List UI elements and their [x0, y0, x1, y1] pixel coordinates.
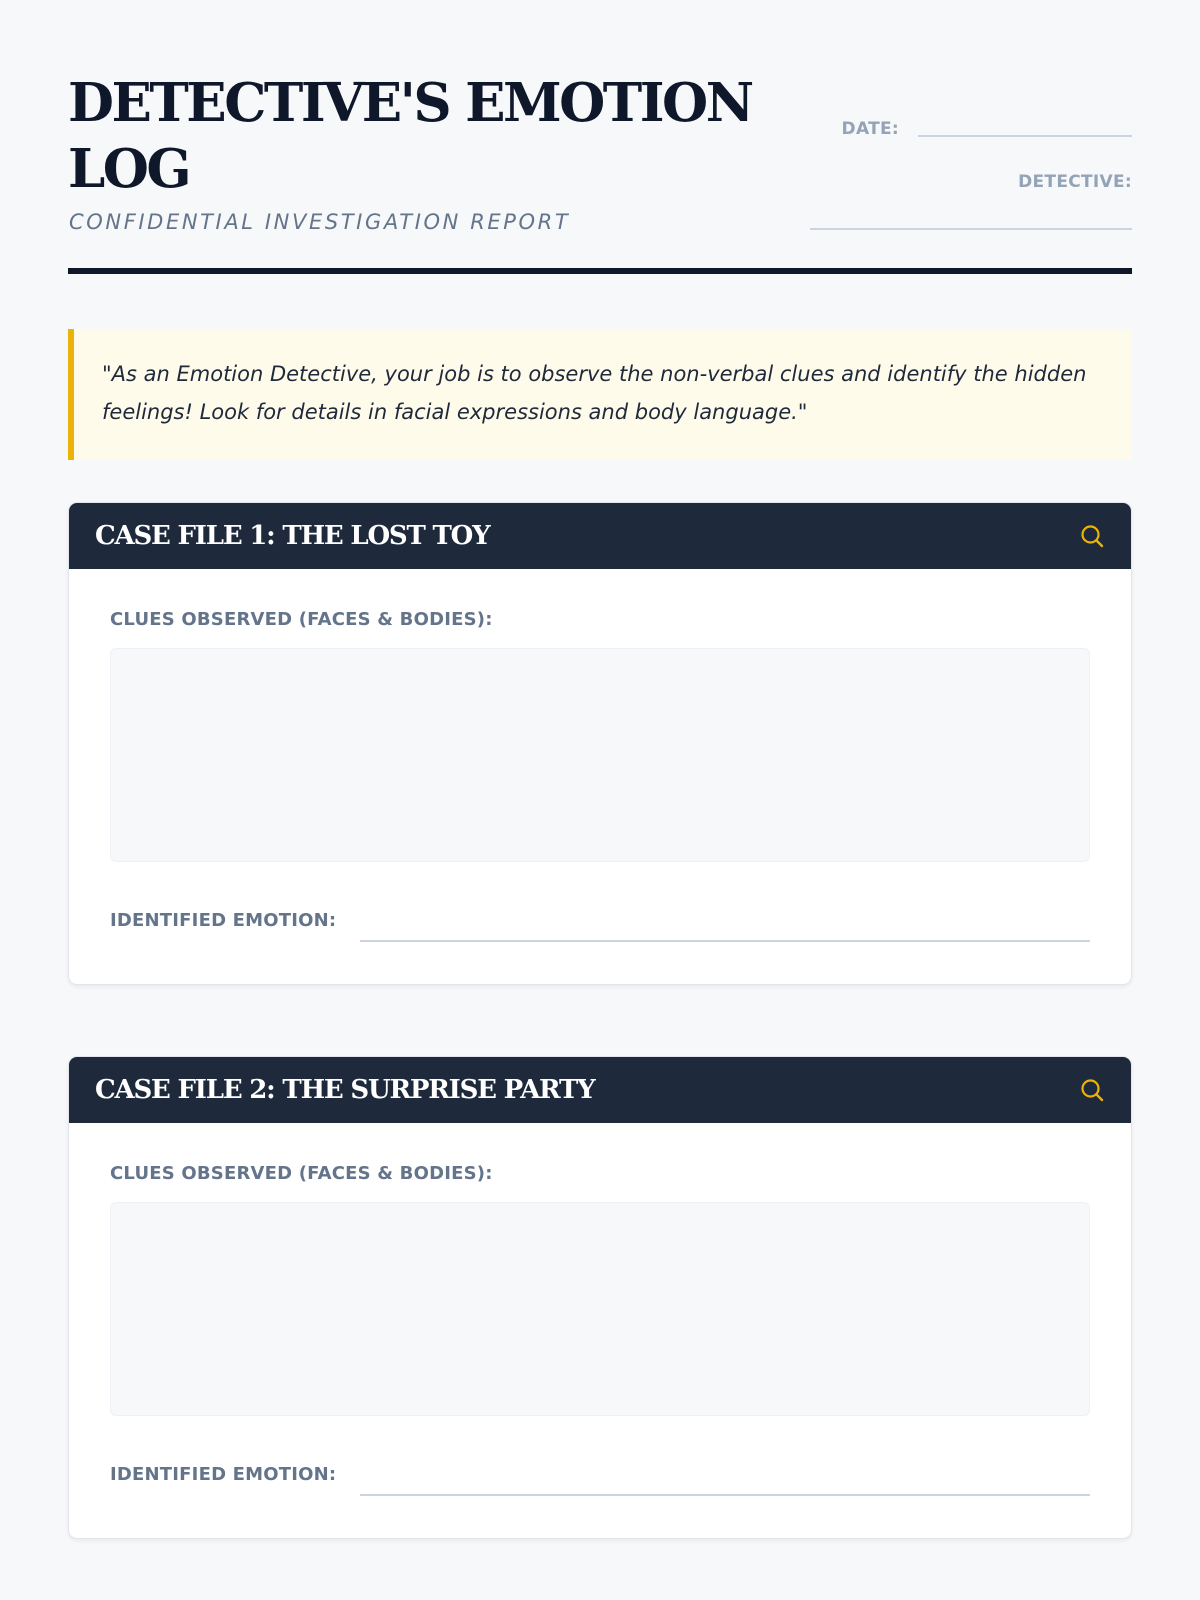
emotion-input-line[interactable] — [360, 940, 1090, 942]
emotion-label: IDENTIFIED EMOTION: — [110, 910, 337, 931]
page-header — [68, 0, 1132, 278]
case-file-1 — [68, 502, 1132, 985]
search-icon — [1079, 523, 1105, 549]
header-divider — [68, 268, 1132, 274]
emotion-row — [110, 902, 1090, 942]
emotion-label: IDENTIFIED EMOTION: — [110, 1464, 337, 1485]
date-label: DATE: — [841, 119, 899, 139]
clues-label: CLUES OBSERVED (FACES & BODIES): — [110, 1163, 493, 1184]
search-icon — [1079, 1077, 1105, 1103]
case-file-title: CASE FILE 1: THE LOST TOY — [95, 521, 490, 551]
case-file-2 — [68, 1056, 1132, 1539]
case-file-body — [69, 569, 1131, 942]
intro-quote — [68, 329, 1132, 460]
date-field[interactable] — [918, 135, 1132, 137]
case-file-title: CASE FILE 2: THE SURPRISE PARTY — [95, 1075, 595, 1105]
page-subtitle: CONFIDENTIAL INVESTIGATION REPORT — [69, 210, 571, 234]
case-file-header — [69, 1057, 1131, 1123]
case-file-body — [69, 1123, 1131, 1496]
detective-label: DETECTIVE: — [1018, 172, 1132, 192]
clues-label: CLUES OBSERVED (FACES & BODIES): — [110, 609, 493, 630]
page-title: DETECTIVE'S EMOTION LOG — [68, 72, 752, 200]
emotion-input-line[interactable] — [360, 1494, 1090, 1496]
case-file-header — [69, 503, 1131, 569]
clues-input-area[interactable] — [110, 1202, 1090, 1416]
detective-field[interactable] — [810, 228, 1132, 230]
clues-input-area[interactable] — [110, 648, 1090, 862]
emotion-row — [110, 1456, 1090, 1496]
intro-quote-text: "As an Emotion Detective, your job is to observe the non-verbal clues and identify the hidden feelings! Look for details in facial expressions and body language." — [102, 362, 1087, 424]
